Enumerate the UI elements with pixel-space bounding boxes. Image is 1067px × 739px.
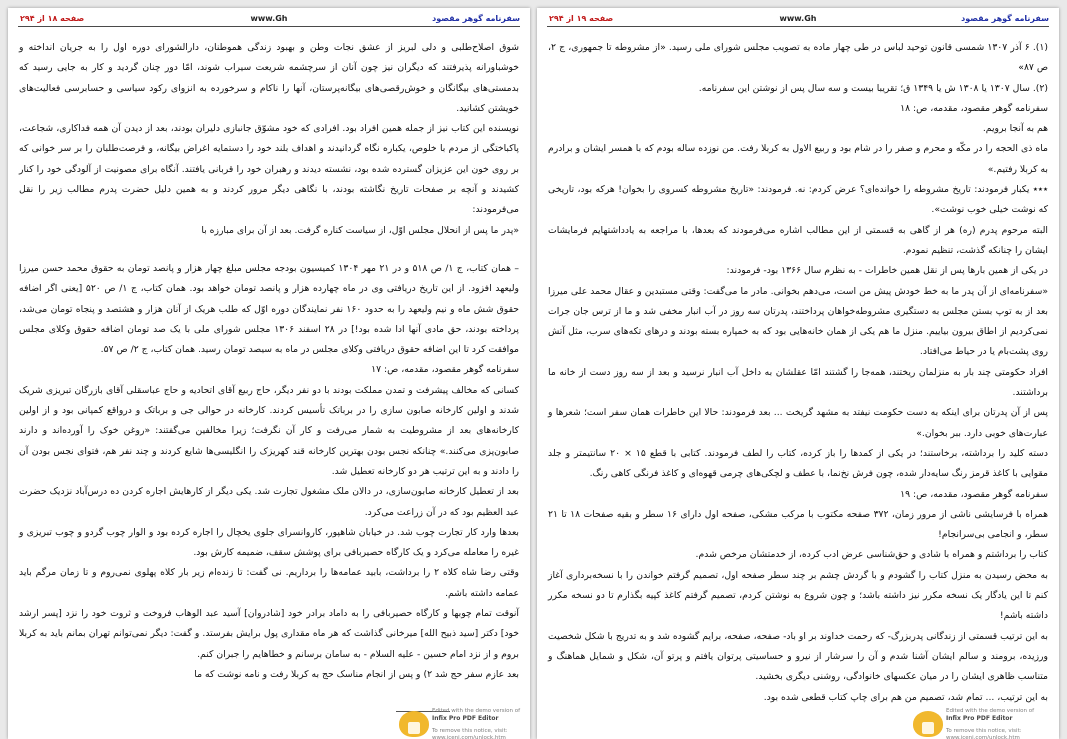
body-paragraph: نویسنده این کتاب نیز از جمله همین افراد بود. افرادی که خود مشوّق جانبازی دلیران بودند، بعد از دیدن آن همه فداکاری، شجاعت، پاکباختگی از مردم با خلوص، یکباره نگاه گردانیدند و اهداف بلند خود را دستمایه اغراض بیگانه، و فرصت‌طلبان را بر سر خوانی که بر روی خون این عزیزان گسترده شده بود، نشسته دیدند و رهبران خود را قربانی یافتند. آنگاه برای مصونیت از آلودگی خود را کنار کشیدند و آنچه بر صفحات تاریخ نگاشته بودند، با نگاهی دیگر مرور کردند و به همین دلیل حضرت پدرم مطالب زیر را نقل می‌فرمودند: [19,123,519,216]
site-url[interactable]: www.Gh [779,14,817,23]
body-paragraph: ٭٭٭ یکبار فرمودند: تاریخ مشروطه را خوانده‌ای؟ عرض کردم: نه. فرمودند: «تاریخ مشروطه کسروی را بخوان! هرکه بود، تاریخی که نوشت خیلی خوب نوشت». [548,184,1048,216]
demo-watermark: Edited with the demo version of Infix Pro PDF Editor To remove this notice, visit: www.iceni.com/unlock.htm [432,708,521,739]
section-ref: سفرنامه گوهر مقصود، مقدمه، ص: ۱۹ [900,488,1048,500]
body-paragraph: به این ترتیب، ... تمام شد، تصمیم من هم برای چاپ کتاب قطعی شده بود. [763,691,1048,703]
section-ref: سفرنامه گوهر مقصود، مقدمه، ص: ۱۷ [371,364,519,376]
body-paragraph: بعد از تعطیل کارخانه صابون‌سازی، در دالان ملک مشغول تجارت شد. یکی دیگر از کارهایش اجاره کردن ده درس‌آباد نزدیک حضرت عبد العظیم بود که در آن زراعت می‌کرد. [19,486,519,518]
section-ref: سفرنامه گوهر مقصود، مقدمه، ص: ۱۸ [900,102,1048,114]
page-body [19,38,519,685]
footnote-paragraph: (۲). سال ۱۳۰۷ یا ۱۳۰۸ ش یا ۱۳۴۹ ق؛ تقریبا بیست و سه سال پس از نوشتن این سفرنامه. [698,82,1048,94]
footnote-separator [19,241,519,259]
body-paragraph: بعدها وارد کار تجارت چوب شد. در خیابان شاهپور، کاروانسرای جلوی یخچال را اجاره کرده بود و الوار چوب گردو و چوب تبریزی و غیره را معامله می‌کرد و یک کارگاه حصیربافی برای پوشش سقف، ضمیمه کارش بود. [19,526,519,559]
body-paragraph: آنوقت تمام چوبها و کارگاه حصیربافی را به داماد برادر خود [شادروان] آسید عبد الوهاب فروخت و ثروت خود را نزد [پسر ارشد خود] دکتر [سید ذبیح الله] میرخانی گذاشت که هر ماه مقداری پول برایش بفرستد. و گفت: دیگر نمی‌توانم تهران بمانم باید به کربلا بروم و از نزد امام حسین - علیه السلام - به سامان برسانم و خطاهایم را جبران کنم. [19,608,519,660]
body-paragraph: شوق اصلاح‌طلبی و دلی لبریز از عشق نجات وطن و بهبود زندگی هموطنان، دارالشورای دوره اول را به جریان انداخته و خوشباورانه پذیرفتند که دیگران نیز چون آنان از سرچشمه شریعت سیراب شوند، امّا دور چنان گردید و کار به جایی رسید که بدمستی‌های بیگانگان و خوش‌رقصی‌های بیگانه‌پرستان، آنها را ناکام و سرخورده به انزوای رکود سیاسی و حسابرسی فعالیت‌های خویشتن کشانید. [19,42,519,114]
site-url[interactable]: www.Gh [250,14,288,23]
page-header [537,8,1059,34]
body-paragraph: دسته کلید را برداشته، برخاستند؛ در یکی از کمدها را باز کرده، کتاب را لطف فرمودند. کتابی با قطع ۱۵ × ۲۰ سانتیمتر و جلد مقوایی با کاغذ قرمز رنگ سایه‌دار شده، چون فرش نخ‌نما، با عطف و لچکی‌های چرمی قهوه‌ای و کاغذ فرنگی کاهی رنگ. [548,447,1048,480]
left-page [8,8,530,739]
body-paragraph: «پدر ما پس از انحلال مجلس اوّل، از سیاست کناره گرفت. بعد از آن برای مبارزه با [201,224,519,236]
body-paragraph: «سفرنامه‌ای از آن پدر ما به خط خودش پیش من است، می‌دهم بخوانی. مادر ما می‌گفت: وقتی مستبدین و عقال محمد علی میرزا بعد از به توپ بستن مجلس به دستگیری مشروطه‌خواهان پرداختند، پدرتان سه روز در آب انبار مخفی شد و ما از ترس جان جرات نمی‌کردیم از اطاق بیرون بیاییم. منزل ما هم یکی از همان خانه‌هایی بود که به خمپاره بسته بودند و درهای تکه‌های سرب، مثل آتش روی پشت‌بام یا در حیاط می‌افتاد. [548,285,1048,358]
body-paragraph: در یکی از همین بارها پس از نقل همین خاطرات - به نظرم سال ۱۳۶۶ بود- فرمودند: [726,265,1048,277]
page-body [548,38,1048,708]
body-paragraph: کتاب را برداشتم و همراه با شادی و حق‌شناسی عرض ادب کرده، از خدمتشان مرخص شدم. [695,549,1048,561]
right-page [537,8,1059,739]
body-paragraph: کسانی که مخالف پیشرفت و تمدن مملکت بودند با دو نفر دیگر، حاج ربیع آقای اتحادیه و حاج عباسقلی آقای بازرگان تبریزی شریک شدند و اولین کارخانه صابون سازی را در برباتک تأسیس کردند. کارخانه در حوالی جی و برباتک و درواقع کمپانی بود و از اولین کارخانه‌های بعد از مشروطیت به شمار می‌رفت و کار آن نگرفت؛ زیرا مخالفین می‌گفتند: «روغن خوک را آورده‌اند و دارند صابون‌پزی می‌کنند.» چنانکه نجس بودن بهترین کارخانه قند کهریزک را انگلیسی‌ها شایع کردند و چند نفر هم، فتوای نجس بودن آن را دادند و به این ترتیب هر دو کارخانه تعطیل شد. [19,384,519,477]
book-title: سفرنامه گوهر مقصود [432,14,520,23]
body-paragraph: به محض رسیدن به منزل کتاب را گشودم و با گردش چشم بر چند سطر صفحه اول، تصمیم گرفتم خواندن را با نسخه‌برداری آغاز کنم تا این یادگار یک نسخه مکرر نیز داشته باشد؛ و چون شروع به نوشتن کردم، تصمیم گرفتم کاغذ کپیه بگذارم تا دو نسخه مکرر داشته باشم! [548,569,1048,622]
page-number-label: صفحه ۱۸ از ۲۹۴ [20,14,85,23]
header-divider [547,26,1049,27]
header-divider [18,26,520,27]
footnote-paragraph: – همان کتاب، ج ۱/ ص ۵۱۸ و در ۲۱ مهر ۱۳۰۴ کمیسیون بودجه مجلس مبلغ چهار هزار و پانصد تومان به حقوق محمد حسن میرزا ولیعهد افزود. از این تاریخ دریافتی وی در ماه چهارده هزار و پانصد تومان خواهد بود. همان کتاب، ج ۱/ ص ۵۲۰ [یعنی اگر اضافه حقوق شش ماه و نیم ولیعهد را به حدود ۱۶۰ نفر نمایندگان دوره اوّل که طلب هریک از آنان هزار و هشتصد و پنجاه تومان می‌شد، پرداخته بودند، حق مادی آنها ادا شده بود!] در ۲۸ اسفند ۱۳۰۶ مجلس شورای ملی با یک صد تومان اضافه حقوق وکلای مجلس موافقت کرد تا این اضافه حقوق دریافتی وکلای مجلس در ماه به سیصد تومان رسید. همان کتاب، ج ۲/ ص ۵۷. [19,262,520,356]
body-paragraph: وقتی رضا شاه کلاه ۲ را برداشت، بابید عمامه‌ها را برداریم. نی گفت: تا زنده‌ام زیر بار کلاه پهلوی نمی‌روم و تا زمان مرگم باید عمامه داشته باشم. [19,567,519,599]
body-paragraph: البته مرحوم پدرم (ره) هر از گاهی به قسمتی از این مطالب اشاره می‌فرمودند که بعدها، با مراجعه به یادداشتهایم فرمایشات ایشان را چنانکه گذشت، تنظیم نمودم. [548,224,1048,256]
body-paragraph: ماه ذی الحجه را در مکّه و محرم و صفر را در شام بود و ربیع الاول به کربلا رفت. من نوزده ساله بودم که با همسر ایشان و برادرم به کربلا رفتیم.» [548,143,1048,175]
book-title: سفرنامه گوهر مقصود [961,14,1049,23]
page-number-label: صفحه ۱۹ از ۲۹۴ [549,14,614,23]
infix-logo-icon [913,711,943,737]
body-paragraph: هم به آنجا برویم. [982,123,1048,135]
footnote-paragraph: (۱). ۶ آذر ۱۳۰۷ شمسی قانون توحید لباس در طی چهار ماده به تصویب مجلس شورای ملی رسید. «از مشروطه تا جمهوری، ج ۲، ص ۸۷» [548,42,1048,74]
body-paragraph: بعد عازم سفر حج شد ۲) و پس از انجام مناسک حج به کربلا رفت و نامه نوشت که ما [194,668,519,680]
body-paragraph: پس از آن پدرتان برای اینکه به دست حکومت نیفتد به مشهد گریخت ... بعد فرمودند: حالا این خاطرات همان سفر است؛ شعرها و عبارت‌های خوبی دارد. ببر بخوان.» [548,407,1048,439]
infix-logo-icon [399,711,429,737]
demo-watermark: Edited with the demo version of Infix Pro PDF Editor To remove this notice, visit: www.iceni.com/unlock.htm [946,708,1035,739]
body-paragraph: به این ترتیب قسمتی از زندگانی پدربزرگ- که رحمت خداوند بر او باد- صفحه، صفحه، برایم گشوده شد و به تدریج با شکل شخصیت ورزیده، برومند و سالم ایشان آشنا شدم و آن را سرشار از نیرو و حساسیتی پرتوان یافتم و پرتو آن، شکل و شمایل هماهنگ و متناسب ظاهری ایشان را در میان عکسهای خانوادگی، روشنی دیگری بخشید. [548,630,1048,683]
page-header [8,8,530,34]
body-paragraph: همراه با فرسایشی ناشی از مرور زمان، ۳۷۲ صفحه مکتوب با مرکب مشکی، صفحه اول دارای ۱۶ سطر و بقیه صفحات ۱۸ تا ۲۱ سطر، و انجامی بی‌سرانجام! [548,508,1048,541]
body-paragraph: افراد حکومتی چند بار به منزلمان ریختند، همه‌جا را گشتند امّا عقلشان به داخل آب انبار نرسید و بعد از سه روز دست از خانه ما برداشتند. [548,366,1048,399]
